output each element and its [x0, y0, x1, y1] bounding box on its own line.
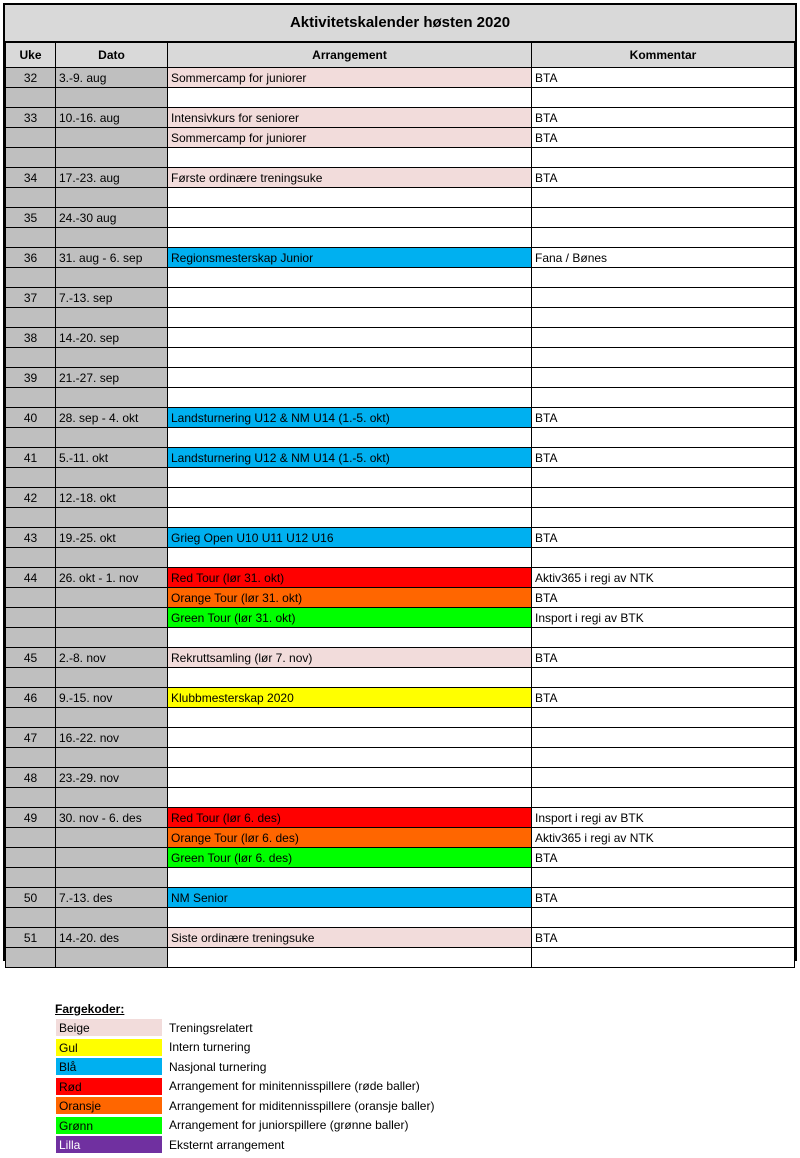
table-row: [6, 888, 795, 908]
cell-dato: [56, 128, 168, 148]
cell-arrangement: [168, 748, 532, 768]
table-row: [6, 368, 795, 388]
cell-dato: [56, 548, 168, 568]
cell-dato: 3.-9. aug: [56, 68, 168, 88]
legend-description: Intern turnering: [169, 1040, 251, 1055]
table-row: [6, 688, 795, 708]
cell-uke: 40: [6, 408, 56, 428]
cell-dato: [56, 508, 168, 528]
cell-dato: [56, 388, 168, 408]
calendar-table: [5, 42, 795, 968]
cell-kommentar: [532, 328, 795, 348]
cell-uke: [6, 948, 56, 968]
activity-calendar: [3, 3, 797, 961]
cell-arrangement: [168, 288, 532, 308]
cell-dato: [56, 228, 168, 248]
cell-uke: [6, 588, 56, 608]
cell-kommentar: [532, 288, 795, 308]
table-row: [6, 928, 795, 948]
cell-uke: 49: [6, 808, 56, 828]
legend-item: [55, 1116, 515, 1136]
cell-arrangement: Grieg Open U10 U11 U12 U16: [168, 528, 532, 548]
table-row: [6, 568, 795, 588]
cell-uke: [6, 828, 56, 848]
legend-description: Arrangement for miditennisspillere (oransje baller): [169, 1098, 435, 1113]
legend-swatch: Gul: [55, 1038, 163, 1057]
cell-dato: 9.-15. nov: [56, 688, 168, 708]
cell-kommentar: Fana / Bønes: [532, 248, 795, 268]
cell-kommentar: [532, 728, 795, 748]
cell-arrangement: [168, 368, 532, 388]
cell-uke: 44: [6, 568, 56, 588]
cell-dato: 30. nov - 6. des: [56, 808, 168, 828]
cell-uke: [6, 668, 56, 688]
cell-dato: 26. okt - 1. nov: [56, 568, 168, 588]
table-row: [6, 488, 795, 508]
cell-arrangement: Sommercamp for juniorer: [168, 128, 532, 148]
legend-description: Eksternt arrangement: [169, 1137, 285, 1152]
cell-dato: [56, 308, 168, 328]
cell-dato: 5.-11. okt: [56, 448, 168, 468]
table-row: [6, 788, 795, 808]
cell-arrangement: [168, 328, 532, 348]
table-row: [6, 828, 795, 848]
cell-dato: 2.-8. nov: [56, 648, 168, 668]
cell-uke: [6, 708, 56, 728]
cell-arrangement: [168, 388, 532, 408]
cell-dato: 14.-20. des: [56, 928, 168, 948]
legend-swatch: Blå: [55, 1057, 163, 1076]
cell-arrangement: [168, 788, 532, 808]
cell-kommentar: BTA: [532, 108, 795, 128]
cell-arrangement: [168, 508, 532, 528]
cell-uke: [6, 228, 56, 248]
cell-arrangement: Rekruttsamling (lør 7. nov): [168, 648, 532, 668]
table-row: [6, 748, 795, 768]
cell-kommentar: [532, 948, 795, 968]
legend-swatch: Oransje: [55, 1096, 163, 1115]
cell-arrangement: Siste ordinære treningsuke: [168, 928, 532, 948]
cell-dato: [56, 468, 168, 488]
calendar-rows: [6, 68, 795, 968]
cell-uke: [6, 788, 56, 808]
calendar-title: Aktivitetskalender høsten 2020: [5, 5, 795, 42]
cell-kommentar: [532, 548, 795, 568]
legend-items: [55, 1018, 515, 1155]
cell-uke: [6, 548, 56, 568]
cell-arrangement: [168, 268, 532, 288]
cell-kommentar: BTA: [532, 128, 795, 148]
cell-kommentar: [532, 268, 795, 288]
table-row: [6, 68, 795, 88]
cell-dato: [56, 268, 168, 288]
cell-kommentar: BTA: [532, 928, 795, 948]
cell-arrangement: [168, 308, 532, 328]
cell-kommentar: [532, 308, 795, 328]
table-row: [6, 128, 795, 148]
cell-kommentar: BTA: [532, 448, 795, 468]
cell-dato: [56, 188, 168, 208]
cell-uke: [6, 848, 56, 868]
cell-kommentar: [532, 708, 795, 728]
table-row: [6, 448, 795, 468]
cell-uke: 42: [6, 488, 56, 508]
cell-arrangement: [168, 548, 532, 568]
cell-uke: 46: [6, 688, 56, 708]
cell-uke: 35: [6, 208, 56, 228]
cell-uke: [6, 628, 56, 648]
cell-dato: [56, 788, 168, 808]
cell-uke: [6, 348, 56, 368]
table-row: [6, 608, 795, 628]
table-row: [6, 208, 795, 228]
legend-description: Treningsrelatert: [169, 1020, 253, 1035]
table-row: [6, 848, 795, 868]
color-legend: [55, 1002, 515, 1155]
cell-arrangement: [168, 948, 532, 968]
cell-arrangement: [168, 908, 532, 928]
cell-uke: 51: [6, 928, 56, 948]
table-row: [6, 668, 795, 688]
cell-arrangement: Orange Tour (lør 31. okt): [168, 588, 532, 608]
legend-item: [55, 1057, 515, 1077]
cell-kommentar: Aktiv365 i regi av NTK: [532, 828, 795, 848]
table-row: [6, 808, 795, 828]
cell-arrangement: [168, 188, 532, 208]
cell-arrangement: Red Tour (lør 6. des): [168, 808, 532, 828]
cell-arrangement: Red Tour (lør 31. okt): [168, 568, 532, 588]
cell-uke: [6, 128, 56, 148]
col-header-arrangement: Arrangement: [168, 43, 532, 68]
cell-uke: [6, 308, 56, 328]
table-row: [6, 528, 795, 548]
cell-uke: [6, 88, 56, 108]
cell-dato: [56, 668, 168, 688]
table-row: [6, 188, 795, 208]
cell-kommentar: Insport i regi av BTK: [532, 608, 795, 628]
cell-arrangement: Landsturnering U12 & NM U14 (1.-5. okt): [168, 448, 532, 468]
cell-uke: 37: [6, 288, 56, 308]
cell-dato: [56, 848, 168, 868]
cell-kommentar: Insport i regi av BTK: [532, 808, 795, 828]
legend-swatch: Grønn: [55, 1116, 163, 1135]
table-row: [6, 148, 795, 168]
cell-kommentar: BTA: [532, 408, 795, 428]
cell-uke: 32: [6, 68, 56, 88]
cell-dato: [56, 608, 168, 628]
cell-arrangement: [168, 768, 532, 788]
cell-arrangement: Green Tour (lør 6. des): [168, 848, 532, 868]
cell-dato: 31. aug - 6. sep: [56, 248, 168, 268]
legend-swatch: Lilla: [55, 1135, 163, 1154]
cell-dato: 23.-29. nov: [56, 768, 168, 788]
cell-arrangement: [168, 228, 532, 248]
table-row: [6, 248, 795, 268]
table-row: [6, 168, 795, 188]
cell-dato: [56, 708, 168, 728]
cell-uke: [6, 868, 56, 888]
cell-arrangement: NM Senior: [168, 888, 532, 908]
table-row: [6, 388, 795, 408]
cell-arrangement: [168, 88, 532, 108]
table-row: [6, 868, 795, 888]
cell-uke: 47: [6, 728, 56, 748]
cell-dato: [56, 628, 168, 648]
cell-uke: 39: [6, 368, 56, 388]
cell-arrangement: Green Tour (lør 31. okt): [168, 608, 532, 628]
cell-arrangement: Klubbmesterskap 2020: [168, 688, 532, 708]
cell-kommentar: [532, 368, 795, 388]
table-row: [6, 328, 795, 348]
cell-arrangement: Første ordinære treningsuke: [168, 168, 532, 188]
cell-arrangement: [168, 728, 532, 748]
cell-kommentar: [532, 768, 795, 788]
legend-swatch: Beige: [55, 1018, 163, 1037]
cell-kommentar: [532, 628, 795, 648]
cell-kommentar: [532, 228, 795, 248]
cell-uke: 45: [6, 648, 56, 668]
table-row: [6, 108, 795, 128]
cell-arrangement: [168, 428, 532, 448]
legend-swatch: Rød: [55, 1077, 163, 1096]
cell-arrangement: [168, 468, 532, 488]
table-row: [6, 408, 795, 428]
cell-kommentar: BTA: [532, 528, 795, 548]
cell-uke: [6, 148, 56, 168]
cell-dato: [56, 88, 168, 108]
cell-uke: 33: [6, 108, 56, 128]
cell-arrangement: [168, 868, 532, 888]
table-row: [6, 348, 795, 368]
cell-kommentar: [532, 348, 795, 368]
table-row: [6, 228, 795, 248]
table-row: [6, 428, 795, 448]
cell-kommentar: BTA: [532, 168, 795, 188]
table-row: [6, 588, 795, 608]
table-row: [6, 908, 795, 928]
cell-kommentar: [532, 668, 795, 688]
cell-dato: 7.-13. des: [56, 888, 168, 908]
cell-dato: 24.-30 aug: [56, 208, 168, 228]
table-row: [6, 308, 795, 328]
legend-description: Nasjonal turnering: [169, 1059, 267, 1074]
cell-kommentar: [532, 468, 795, 488]
cell-kommentar: Aktiv365 i regi av NTK: [532, 568, 795, 588]
cell-uke: [6, 388, 56, 408]
cell-dato: [56, 588, 168, 608]
cell-arrangement: [168, 668, 532, 688]
header-row: [6, 43, 795, 68]
cell-dato: 28. sep - 4. okt: [56, 408, 168, 428]
cell-uke: [6, 608, 56, 628]
cell-kommentar: [532, 748, 795, 768]
cell-dato: [56, 348, 168, 368]
table-row: [6, 948, 795, 968]
cell-uke: 38: [6, 328, 56, 348]
cell-kommentar: [532, 388, 795, 408]
table-row: [6, 548, 795, 568]
cell-uke: [6, 508, 56, 528]
cell-dato: 10.-16. aug: [56, 108, 168, 128]
cell-dato: 19.-25. okt: [56, 528, 168, 548]
cell-kommentar: [532, 188, 795, 208]
cell-dato: [56, 428, 168, 448]
col-header-dato: Dato: [56, 43, 168, 68]
cell-arrangement: [168, 488, 532, 508]
table-row: [6, 288, 795, 308]
cell-arrangement: Regionsmesterskap Junior: [168, 248, 532, 268]
cell-dato: 7.-13. sep: [56, 288, 168, 308]
cell-dato: [56, 148, 168, 168]
cell-kommentar: [532, 908, 795, 928]
cell-arrangement: Sommercamp for juniorer: [168, 68, 532, 88]
cell-kommentar: BTA: [532, 848, 795, 868]
cell-uke: [6, 268, 56, 288]
cell-uke: [6, 748, 56, 768]
col-header-uke: Uke: [6, 43, 56, 68]
cell-uke: 41: [6, 448, 56, 468]
table-row: [6, 468, 795, 488]
cell-uke: 36: [6, 248, 56, 268]
cell-arrangement: [168, 348, 532, 368]
cell-dato: [56, 828, 168, 848]
legend-item: [55, 1096, 515, 1116]
cell-uke: [6, 908, 56, 928]
cell-dato: [56, 908, 168, 928]
cell-kommentar: [532, 428, 795, 448]
cell-uke: 48: [6, 768, 56, 788]
cell-dato: 12.-18. okt: [56, 488, 168, 508]
legend-description: Arrangement for juniorspillere (grønne baller): [169, 1118, 409, 1133]
cell-kommentar: [532, 868, 795, 888]
table-row: [6, 508, 795, 528]
cell-kommentar: [532, 88, 795, 108]
table-row: [6, 708, 795, 728]
legend-item: [55, 1135, 515, 1155]
cell-dato: 16.-22. nov: [56, 728, 168, 748]
cell-arrangement: [168, 628, 532, 648]
table-row: [6, 88, 795, 108]
legend-item: [55, 1018, 515, 1038]
table-row: [6, 648, 795, 668]
cell-dato: [56, 868, 168, 888]
cell-kommentar: [532, 508, 795, 528]
cell-kommentar: BTA: [532, 688, 795, 708]
cell-arrangement: Orange Tour (lør 6. des): [168, 828, 532, 848]
cell-arrangement: Landsturnering U12 & NM U14 (1.-5. okt): [168, 408, 532, 428]
legend-item: [55, 1077, 515, 1097]
table-row: [6, 628, 795, 648]
cell-dato: 14.-20. sep: [56, 328, 168, 348]
cell-arrangement: [168, 148, 532, 168]
table-row: [6, 768, 795, 788]
cell-uke: [6, 188, 56, 208]
legend-title: Fargekoder:: [55, 1002, 125, 1016]
cell-kommentar: [532, 148, 795, 168]
cell-kommentar: [532, 788, 795, 808]
cell-arrangement: [168, 708, 532, 728]
cell-uke: [6, 468, 56, 488]
cell-uke: 43: [6, 528, 56, 548]
legend-description: Arrangement for minitennisspillere (røde baller): [169, 1079, 420, 1094]
cell-dato: 17.-23. aug: [56, 168, 168, 188]
cell-arrangement: [168, 208, 532, 228]
cell-dato: [56, 948, 168, 968]
cell-uke: [6, 428, 56, 448]
cell-kommentar: BTA: [532, 68, 795, 88]
cell-dato: 21.-27. sep: [56, 368, 168, 388]
cell-kommentar: BTA: [532, 588, 795, 608]
cell-kommentar: BTA: [532, 648, 795, 668]
cell-kommentar: [532, 208, 795, 228]
cell-arrangement: Intensivkurs for seniorer: [168, 108, 532, 128]
cell-kommentar: BTA: [532, 888, 795, 908]
cell-dato: [56, 748, 168, 768]
legend-item: [55, 1038, 515, 1058]
table-row: [6, 268, 795, 288]
cell-uke: 50: [6, 888, 56, 908]
table-row: [6, 728, 795, 748]
cell-kommentar: [532, 488, 795, 508]
col-header-kommentar: Kommentar: [532, 43, 795, 68]
cell-uke: 34: [6, 168, 56, 188]
